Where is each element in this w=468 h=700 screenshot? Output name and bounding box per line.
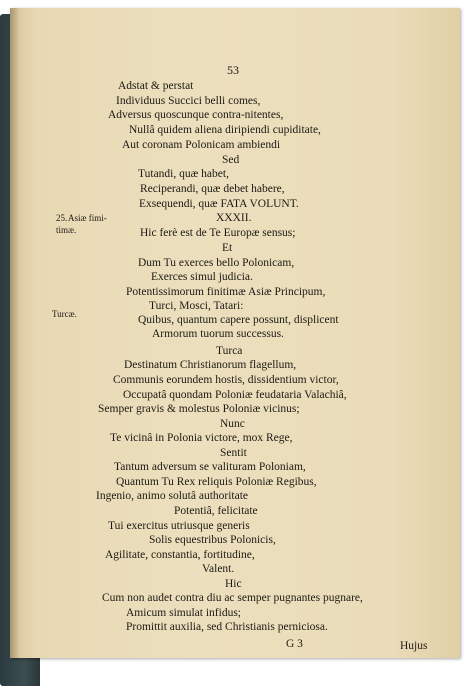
text-line: Agilitate, constantia, fortitudine, [105, 549, 255, 561]
text-line: Hic [225, 578, 242, 590]
signature-mark: G 3 [286, 638, 303, 650]
text-line: Adversus quoscunque contra-nitentes, [108, 109, 284, 121]
text-line: Armorum tuorum successus. [152, 328, 284, 340]
text-line: Occupatâ quondam Poloniæ feudataria Valachiâ, [123, 389, 347, 401]
text-line: Aut coronam Polonicam ambiendi [122, 139, 281, 151]
text-line: Potentissimorum finitimæ Asiæ Principum, [126, 286, 326, 298]
margin-note: Asiæ fimi- [68, 213, 107, 223]
text-line: Amicum simulat infidus; [126, 607, 241, 619]
margin-note: 25. [56, 213, 68, 223]
text-line: Solis equestribus Polonicis, [149, 534, 276, 546]
text-line: Nunc [220, 418, 245, 430]
text-line: Individuus Succici belli comes, [116, 95, 261, 107]
text-line: Sentit [220, 447, 247, 459]
text-line: Hic ferè est de Te Europæ sensus; [140, 227, 296, 239]
text-line: Quibus, quantum capere possunt, displicent [138, 314, 339, 326]
text-line: Adstat & perstat [118, 80, 194, 92]
text-line: Cum non audet contra diu ac semper pugnantes pugnare, [102, 592, 363, 604]
text-line: Te vicinâ in Polonia victore, mox Rege, [110, 432, 293, 444]
text-line: Semper gravis & molestus Poloniæ vicinus; [98, 403, 300, 415]
text-line: Tutandi, quæ habet, [138, 168, 229, 180]
catchword: Hujus [400, 640, 428, 652]
text-line: Tui exercitus utriusque generis [108, 520, 250, 532]
text-line: Reciperandi, quæ debet habere, [140, 183, 285, 195]
text-line: Dum Tu exerces bello Polonicam, [138, 257, 295, 269]
text-line: Exerces simul judicia. [151, 271, 253, 283]
text-line: Quantum Tu Rex reliquis Poloniæ Regibus, [116, 476, 317, 488]
text-line: Communis eorundem hostis, dissidentium victor, [113, 374, 339, 386]
margin-note: Turcæ. [52, 309, 77, 319]
text-line: Sed [222, 154, 240, 166]
gutter-shadow [10, 8, 20, 658]
text-line: Potentiâ, felicitate [174, 505, 258, 517]
text-line: Valent. [202, 563, 235, 575]
margin-note: timæ. [56, 225, 77, 235]
text-line: Nullâ quidem aliena diripiendi cupiditate, [129, 124, 321, 136]
text-line: Destinatum Christianorum flagellum, [124, 359, 297, 371]
text-line: Tantum adversum se valituram Poloniam, [114, 461, 306, 473]
text-line: Ingenio, animo solutâ authoritate [96, 490, 249, 502]
text-line: Turci, Mosci, Tatari: [149, 300, 244, 312]
text-line: XXXII. [216, 212, 252, 224]
text-line: Promittit auxilia, sed Christianis perniciosa. [126, 621, 328, 633]
text-line: Et [222, 242, 233, 254]
text-line: Turca [216, 345, 243, 357]
page-number: 53 [227, 63, 239, 77]
text-line: Exsequendi, quæ FATA VOLUNT. [139, 198, 299, 210]
